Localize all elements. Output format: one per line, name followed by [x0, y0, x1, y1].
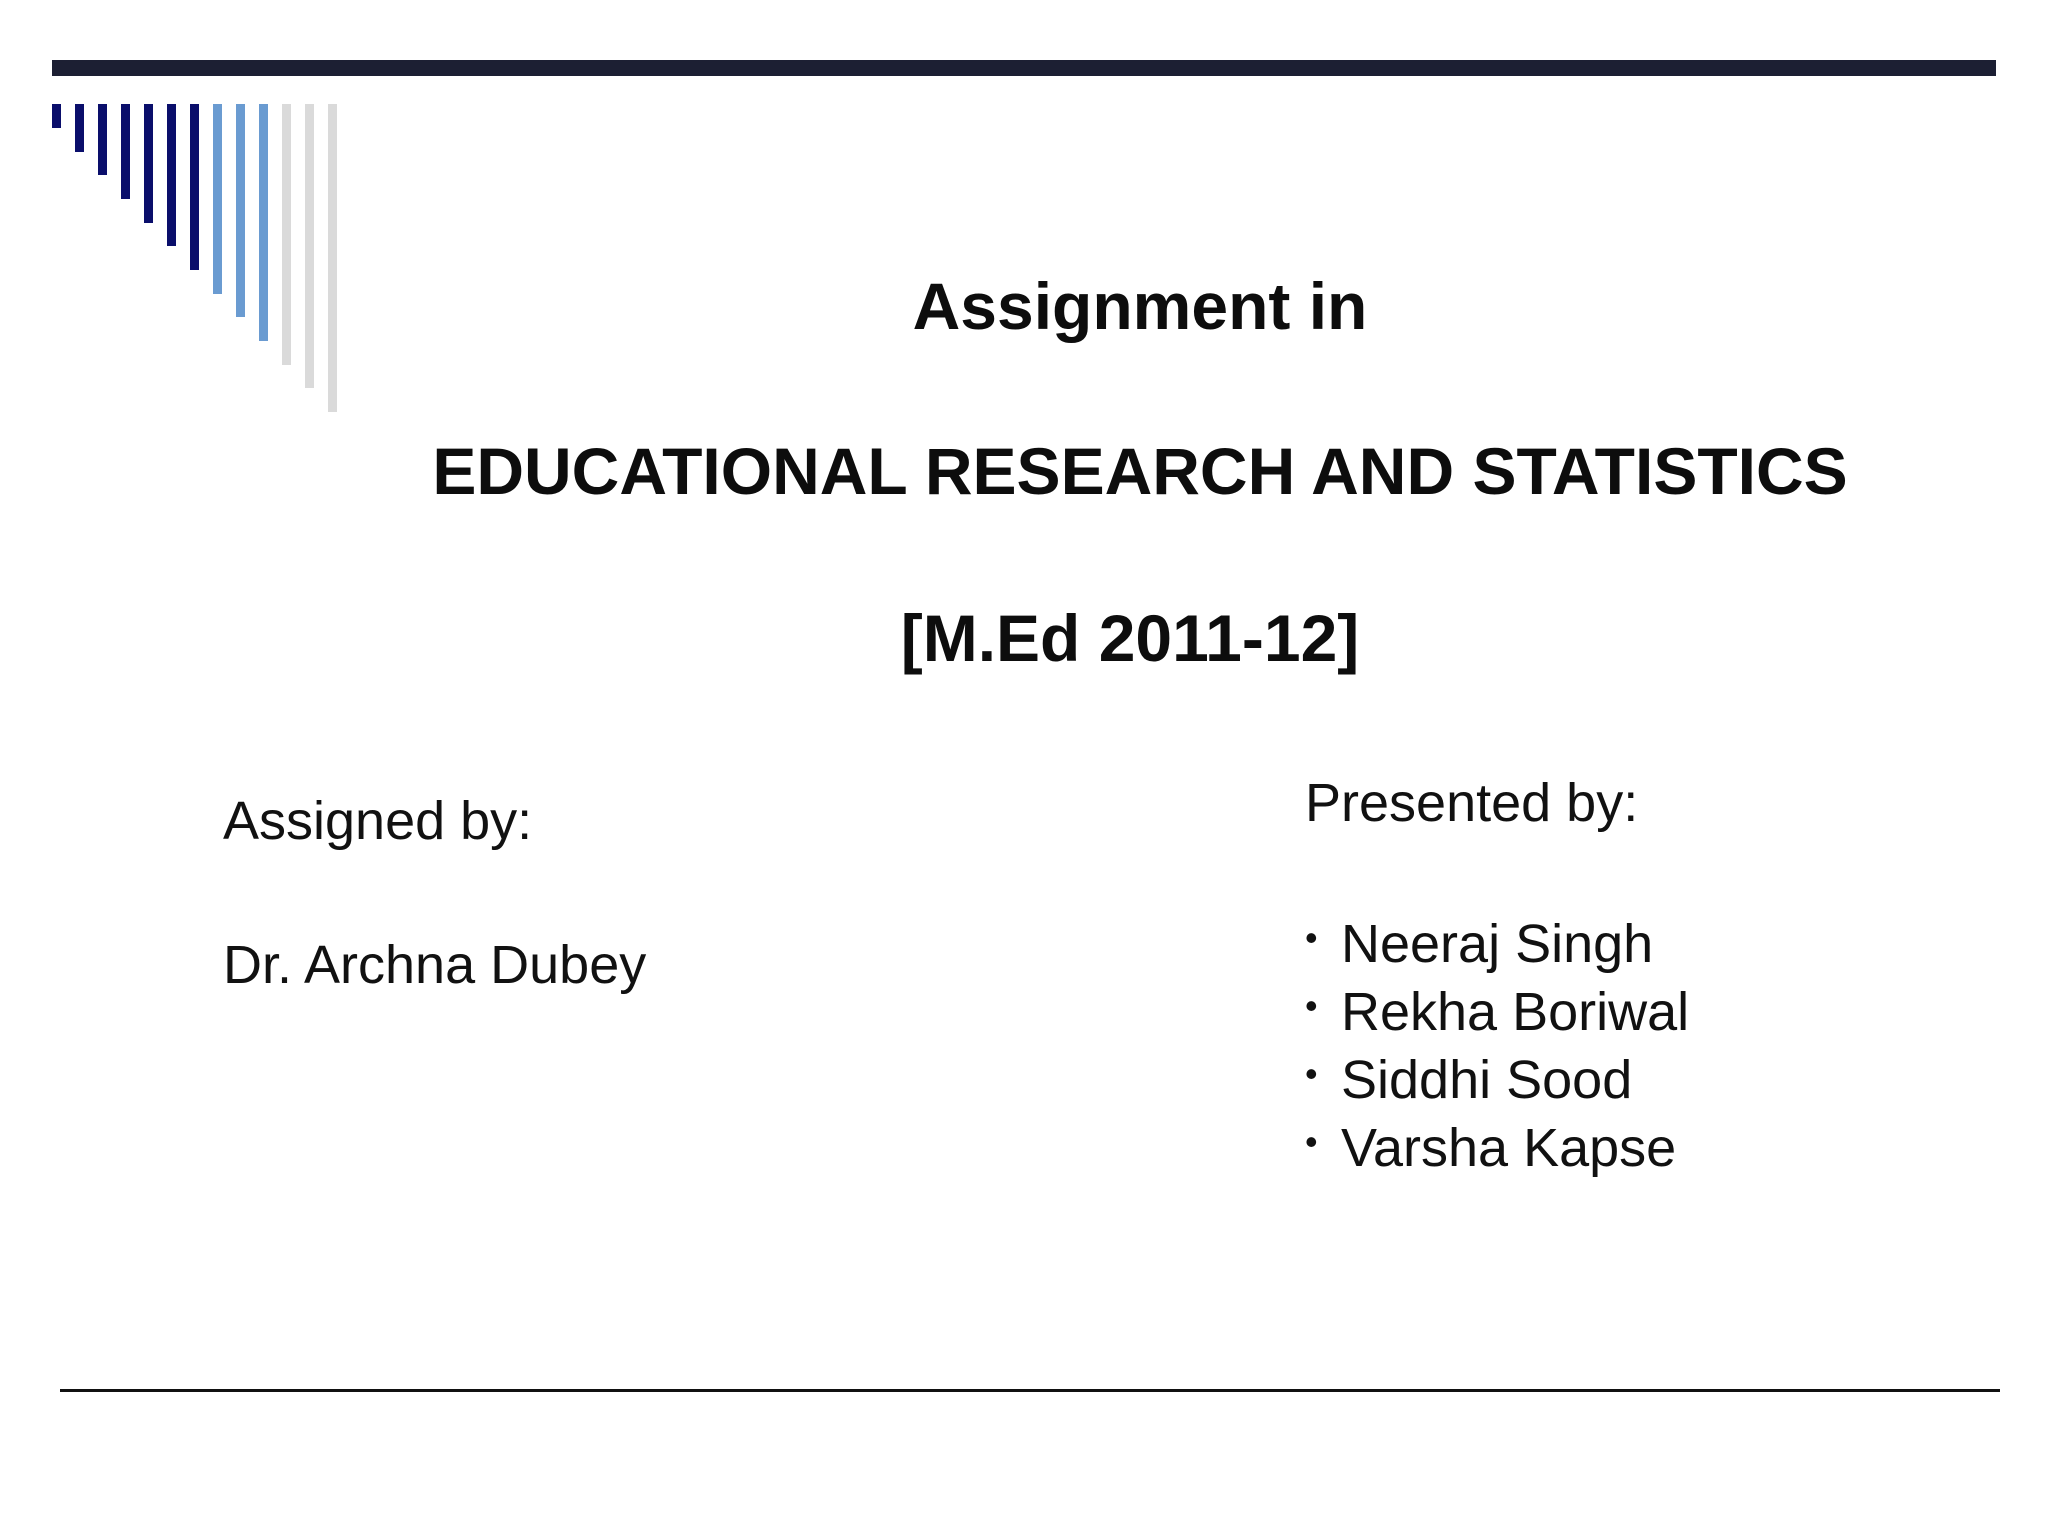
stripe: [75, 104, 84, 152]
presented-by-block: [1305, 772, 1689, 1182]
stripe: [305, 104, 314, 388]
list-item: [1305, 910, 1689, 978]
bullet-icon: •: [1305, 1121, 1318, 1162]
presenter-name: Siddhi Sood: [1341, 1050, 1633, 1110]
stripe: [328, 104, 337, 412]
stripe: [236, 104, 245, 317]
bullet-icon: •: [1305, 917, 1318, 958]
bullet-icon: •: [1305, 985, 1318, 1026]
presented-by-label: Presented by:: [1305, 773, 1639, 833]
stripe: [213, 104, 222, 294]
presenter-name: Neeraj Singh: [1341, 914, 1654, 974]
presenter-list: [1305, 910, 1689, 1182]
stripe: [190, 104, 199, 270]
stripe: [282, 104, 291, 365]
assigned-by-label: Assigned by:: [223, 791, 533, 851]
assigned-by-block: [223, 790, 646, 996]
stripe: [144, 104, 153, 223]
title-line-1: Assignment in: [912, 269, 1368, 343]
title-line-3: [M.Ed 2011-12]: [900, 601, 1360, 675]
stripe: [167, 104, 176, 246]
list-item: [1305, 978, 1689, 1046]
stripe: [52, 104, 61, 128]
presenter-name: Varsha Kapse: [1341, 1118, 1677, 1178]
stripe: [98, 104, 107, 175]
list-item: [1305, 1114, 1689, 1182]
decorative-stripes: [0, 0, 360, 430]
bottom-rule: [60, 1389, 2000, 1392]
presenter-name: Rekha Boriwal: [1341, 982, 1690, 1042]
stripe: [121, 104, 130, 199]
stripe: [259, 104, 268, 341]
list-item: [1305, 1046, 1689, 1114]
bullet-icon: •: [1305, 1053, 1318, 1094]
assigned-by-name: Dr. Archna Dubey: [223, 935, 647, 995]
title-line-2: EDUCATIONAL RESEARCH AND STATISTICS: [432, 434, 1848, 508]
